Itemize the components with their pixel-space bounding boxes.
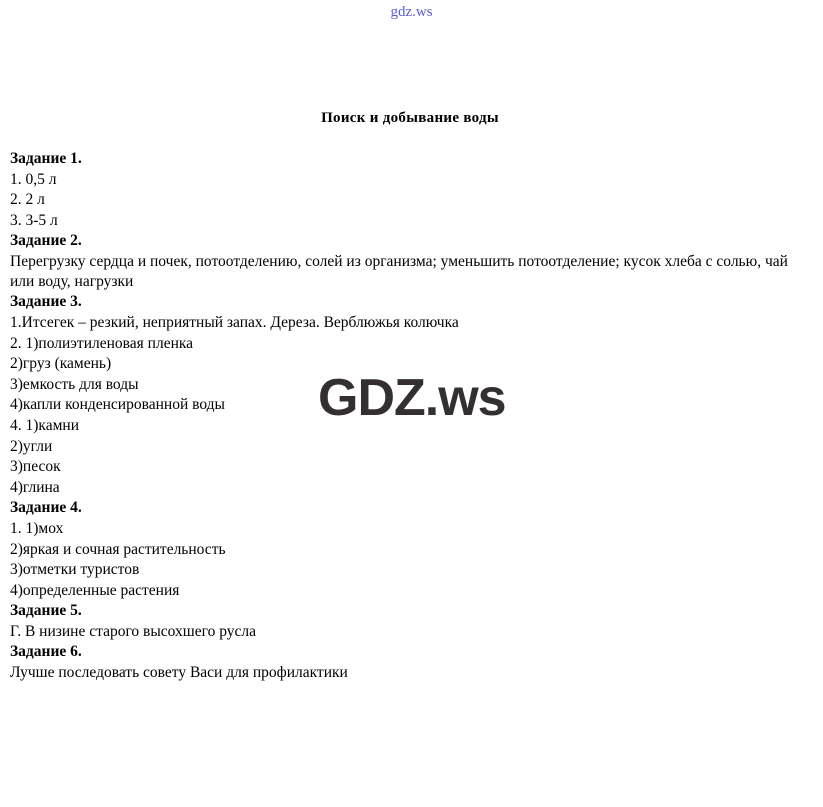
answer-line: 4)глина bbox=[10, 478, 60, 496]
page-title: Поиск и добывание воды bbox=[321, 110, 499, 126]
top-watermark: gdz.ws bbox=[390, 4, 433, 20]
answer-line: 3)отметки туристов bbox=[10, 561, 140, 579]
answer-line: 4)капли конденсированной воды bbox=[10, 396, 225, 414]
center-watermark: GDZ.ws bbox=[318, 369, 506, 427]
answer-line: 2)угли bbox=[10, 437, 53, 455]
answer-line: 4)определенные растения bbox=[10, 581, 180, 599]
task-heading: Задание 4. bbox=[10, 499, 82, 517]
answer-line: 3)песок bbox=[10, 458, 61, 476]
task-heading: Задание 1. bbox=[10, 150, 82, 167]
answer-line: Перегрузку сердца и почек, потоотделению, солей из организма; уменьшить потоотделение; кусок хлеба с солью, чай или воду, нагрузки bbox=[10, 252, 792, 291]
answer-line: 1. 1)мох bbox=[10, 519, 64, 537]
answer-line: 2)груз (камень) bbox=[10, 355, 112, 373]
answer-line: 2. 1)полиэтиленовая пленка bbox=[10, 334, 194, 352]
answer-line: Лучше последовать совету Васи для профилактики bbox=[10, 664, 348, 682]
task-heading: Задание 3. bbox=[10, 293, 82, 311]
answer-line: 3)емкость для воды bbox=[10, 375, 139, 393]
answer-line: 4. 1)камни bbox=[10, 416, 79, 434]
answer-line: 1.Итсегек – резкий, неприятный запах. Дереза. Верблюжья колючка bbox=[10, 313, 459, 331]
task-heading: Задание 5. bbox=[10, 602, 82, 620]
answer-line: 1. 0,5 л bbox=[10, 170, 57, 188]
answer-line: Г. В низине старого высохшего русла bbox=[10, 622, 256, 640]
task-heading: Задание 2. bbox=[10, 232, 82, 250]
answer-line: 2)яркая и сочная растительность bbox=[10, 540, 226, 558]
task-heading: Задание 6. bbox=[10, 643, 82, 661]
answer-line: 3. 3-5 л bbox=[10, 211, 58, 229]
answer-line: 2. 2 л bbox=[10, 191, 45, 209]
